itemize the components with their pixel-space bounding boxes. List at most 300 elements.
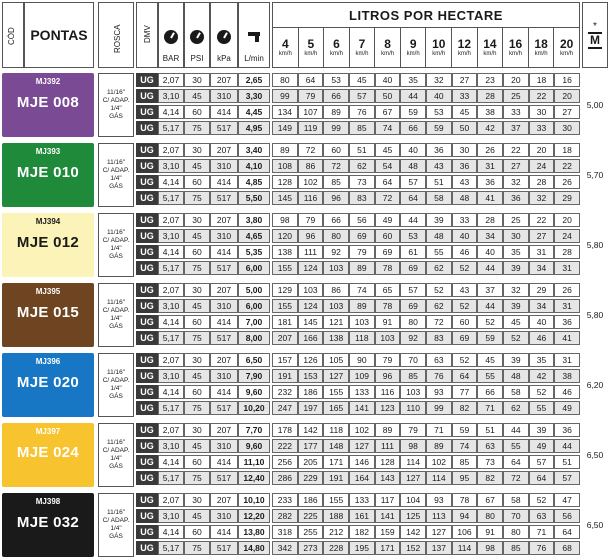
dmv-ug-label: UG [136,525,158,539]
dmv-ug-label: UG [136,315,158,329]
cell-rate-14kmh: 91 [477,525,503,539]
speed-header-14: 14 km/h [478,28,504,68]
cell-rate-4kmh: 80 [272,73,298,87]
dmv-ug-label: UG [136,89,158,103]
cell-rate-12kmh: 60 [452,315,478,329]
cell-rate-6kmh: 92 [323,245,349,259]
dmv-ug-label: UG [136,175,158,189]
cell-rate-12kmh: 40 [452,229,478,243]
cell-rate-10kmh: 53 [426,105,452,119]
cell-rate-4kmh: 247 [272,401,298,415]
cell-psi: 75 [184,191,210,205]
cell-psi: 60 [184,105,210,119]
cell-rate-12kmh: 85 [452,455,478,469]
cell-rate-12kmh: 59 [452,423,478,437]
cell-rate-7kmh: 89 [349,261,375,275]
cell-rate-12kmh: 114 [452,541,478,555]
cell-rate-8kmh: 111 [375,439,401,453]
cell-rate-6kmh: 60 [323,143,349,157]
cell-bar: 2,07 [158,283,184,297]
cell-bar: 5,17 [158,191,184,205]
cell-rate-12kmh: 78 [452,493,478,507]
cell-rate-4kmh: 108 [272,159,298,173]
cell-rate-6kmh: 127 [323,369,349,383]
cell-rate-14kmh: 31 [477,159,503,173]
cell-rate-7kmh: 74 [349,283,375,297]
cell-psi: 60 [184,525,210,539]
cell-rate-14kmh: 28 [477,213,503,227]
nozzle-code: MJ395 [35,287,61,296]
cell-rate-5kmh: 72 [298,143,324,157]
cell-rate-14kmh: 40 [477,245,503,259]
cell-rate-8kmh: 60 [375,229,401,243]
cell-kpa: 414 [210,245,238,259]
cell-rate-16kmh: 62 [503,401,529,415]
speed-header-9: 9 km/h [401,28,427,68]
dmv-ug-label: UG [136,331,158,345]
spacing-m-value: 5,80 [586,240,604,250]
cell-rate-9kmh: 48 [400,159,426,173]
nozzle-badge [2,143,94,207]
cell-rate-5kmh: 225 [298,509,324,523]
cell-rate-9kmh: 69 [400,299,426,313]
cell-rate-20kmh: 46 [554,385,580,399]
cell-rate-10kmh: 59 [426,121,452,135]
cell-rate-12kmh: 36 [452,159,478,173]
cell-rate-20kmh: 51 [554,455,580,469]
cell-rate-6kmh: 228 [323,541,349,555]
cell-rate-9kmh: 79 [400,423,426,437]
cell-lmin: 8,00 [238,331,270,345]
cell-kpa: 207 [210,143,238,157]
cell-lmin: 7,90 [238,369,270,383]
cell-rate-14kmh: 63 [477,439,503,453]
cell-rate-18kmh: 64 [529,471,555,485]
nozzle-code: MJ393 [35,147,61,156]
cell-rate-9kmh: 53 [400,229,426,243]
cell-rate-8kmh: 116 [375,385,401,399]
cell-rate-8kmh: 78 [375,299,401,313]
cell-kpa: 310 [210,369,238,383]
cell-rate-8kmh: 54 [375,159,401,173]
cell-rate-6kmh: 89 [323,105,349,119]
cell-rate-10kmh: 52 [426,283,452,297]
cell-rate-6kmh: 103 [323,261,349,275]
cell-rate-18kmh: 27 [529,229,555,243]
nozzle-code: MJ394 [35,217,61,226]
cell-rate-5kmh: 107 [298,105,324,119]
cell-rate-16kmh: 58 [503,385,529,399]
header-litros-por-hectare: LITROS POR HECTARE [272,2,580,28]
cell-rate-10kmh: 102 [426,455,452,469]
nozzle-model: MJE 012 [16,234,80,251]
cell-psi: 75 [184,121,210,135]
cell-rate-10kmh: 83 [426,331,452,345]
cell-rate-16kmh: 37 [503,121,529,135]
cell-rate-10kmh: 99 [426,401,452,415]
speed-header-row [272,28,580,68]
speed-header-5: 5 km/h [299,28,325,68]
cell-bar: 2,07 [158,213,184,227]
dmv-ug-label: UG [136,455,158,469]
cell-rate-7kmh: 45 [349,73,375,87]
cell-rate-9kmh: 142 [400,525,426,539]
cell-bar: 3,10 [158,439,184,453]
cell-rate-9kmh: 57 [400,283,426,297]
cell-rate-6kmh: 103 [323,299,349,313]
cell-rate-20kmh: 31 [554,299,580,313]
cell-bar: 2,07 [158,493,184,507]
cell-rate-12kmh: 30 [452,143,478,157]
cell-rate-8kmh: 103 [375,331,401,345]
cell-rate-16kmh: 35 [503,245,529,259]
cell-rate-20kmh: 20 [554,213,580,227]
spacing-m-value: 6,50 [586,520,604,530]
cell-rate-16kmh: 39 [503,353,529,367]
cell-rate-10kmh: 93 [426,385,452,399]
rosca-spec: 11/16" C/ ADAP. 1/4" GÁS [98,73,134,137]
cell-lmin: 4,10 [238,159,270,173]
cell-rate-20kmh: 24 [554,229,580,243]
cell-psi: 45 [184,509,210,523]
cell-rate-9kmh: 64 [400,191,426,205]
cell-rate-18kmh: 28 [529,175,555,189]
cell-rate-7kmh: 73 [349,175,375,189]
dmv-ug-label: UG [136,439,158,453]
cell-rate-12kmh: 77 [452,385,478,399]
dmv-ug-label: UG [136,213,158,227]
cell-rate-6kmh: 85 [323,175,349,189]
nozzle-badge [2,423,94,487]
cell-rate-9kmh: 44 [400,213,426,227]
cell-rate-20kmh: 26 [554,283,580,297]
spacing-m-value: 6,20 [586,380,604,390]
cell-rate-18kmh: 76 [529,541,555,555]
cell-bar: 2,07 [158,143,184,157]
cell-rate-10kmh: 51 [426,175,452,189]
cell-psi: 75 [184,331,210,345]
cell-psi: 60 [184,175,210,189]
cell-rate-5kmh: 124 [298,261,324,275]
nozzle-group-mj394 [2,213,608,277]
cell-rate-18kmh: 29 [529,283,555,297]
cell-kpa: 414 [210,385,238,399]
cell-psi: 45 [184,89,210,103]
cell-rate-8kmh: 96 [375,369,401,383]
cell-rate-12kmh: 52 [452,353,478,367]
cell-rate-20kmh: 57 [554,471,580,485]
cell-rate-5kmh: 142 [298,423,324,437]
cell-rate-6kmh: 155 [323,493,349,507]
dmv-ug-label: UG [136,509,158,523]
cell-rate-20kmh: 41 [554,331,580,345]
cell-rate-8kmh: 141 [375,509,401,523]
cell-lmin: 3,40 [238,143,270,157]
cell-kpa: 414 [210,525,238,539]
cell-bar: 4,14 [158,105,184,119]
cell-rate-18kmh: 22 [529,89,555,103]
cell-lmin: 6,50 [238,353,270,367]
cell-rate-7kmh: 161 [349,509,375,523]
speed-header-18: 18 km/h [529,28,555,68]
cell-rate-14kmh: 52 [477,315,503,329]
cell-rate-8kmh: 69 [375,245,401,259]
rosca-spec: 11/16" C/ ADAP. 1/4" GÁS [98,353,134,417]
cell-rate-10kmh: 40 [426,89,452,103]
cell-kpa: 517 [210,541,238,555]
cell-rate-9kmh: 44 [400,89,426,103]
cell-rate-6kmh: 53 [323,73,349,87]
cell-rate-6kmh: 155 [323,385,349,399]
cell-lmin: 13,80 [238,525,270,539]
cell-rate-10kmh: 39 [426,213,452,227]
cell-rate-6kmh: 188 [323,509,349,523]
cell-rate-7kmh: 69 [349,229,375,243]
cell-rate-6kmh: 105 [323,353,349,367]
header-cod: CÓD [2,2,24,68]
cell-rate-9kmh: 59 [400,105,426,119]
cell-kpa: 517 [210,471,238,485]
cell-rate-12kmh: 52 [452,261,478,275]
cell-psi: 30 [184,143,210,157]
cell-psi: 75 [184,401,210,415]
cell-kpa: 517 [210,401,238,415]
dmv-ug-label: UG [136,471,158,485]
rosca-spec: 11/16" C/ ADAP. 1/4" GÁS [98,143,134,207]
cell-rate-6kmh: 121 [323,315,349,329]
cell-rate-8kmh: 50 [375,89,401,103]
cell-rate-4kmh: 155 [272,299,298,313]
dmv-ug-label: UG [136,261,158,275]
cell-rate-12kmh: 48 [452,191,478,205]
cell-rate-12kmh: 43 [452,175,478,189]
nozzle-group-mj397 [2,423,608,487]
cell-rate-7kmh: 76 [349,105,375,119]
cell-rate-9kmh: 80 [400,315,426,329]
cell-rate-20kmh: 26 [554,175,580,189]
cell-rate-5kmh: 111 [298,245,324,259]
cell-lmin: 11,10 [238,455,270,469]
cell-rate-7kmh: 57 [349,89,375,103]
cell-rate-18kmh: 63 [529,509,555,523]
cell-rate-4kmh: 145 [272,191,298,205]
cell-rate-16kmh: 20 [503,73,529,87]
cell-rate-9kmh: 57 [400,175,426,189]
cell-rate-16kmh: 52 [503,331,529,345]
speed-header-10: 10 km/h [426,28,452,68]
cell-rate-18kmh: 30 [529,105,555,119]
cell-rate-14kmh: 80 [477,509,503,523]
cell-rate-14kmh: 37 [477,283,503,297]
cell-rate-7kmh: 85 [349,121,375,135]
cell-rate-4kmh: 129 [272,283,298,297]
cell-rate-7kmh: 103 [349,315,375,329]
cell-bar: 5,17 [158,541,184,555]
cell-rate-7kmh: 133 [349,493,375,507]
speed-header-7: 7 km/h [350,28,376,68]
cell-psi: 30 [184,73,210,87]
cell-bar: 3,10 [158,229,184,243]
cell-rate-5kmh: 79 [298,89,324,103]
cell-rate-18kmh: 33 [529,121,555,135]
cell-kpa: 414 [210,455,238,469]
cell-psi: 45 [184,439,210,453]
cell-rate-12kmh: 33 [452,89,478,103]
cell-rate-4kmh: 138 [272,245,298,259]
cell-kpa: 207 [210,493,238,507]
cell-rate-4kmh: 191 [272,369,298,383]
cell-rate-18kmh: 22 [529,213,555,227]
cell-rate-7kmh: 133 [349,385,375,399]
cell-rate-12kmh: 33 [452,213,478,227]
cell-bar: 5,17 [158,261,184,275]
cell-lmin: 5,35 [238,245,270,259]
cell-rate-6kmh: 148 [323,439,349,453]
cell-rate-14kmh: 55 [477,369,503,383]
dmv-ug-label: UG [136,159,158,173]
nozzle-model: MJE 010 [16,164,80,181]
dmv-ug-label: UG [136,143,158,157]
cell-rate-12kmh: 45 [452,105,478,119]
cell-rate-8kmh: 143 [375,471,401,485]
cell-rate-12kmh: 43 [452,283,478,297]
cell-rate-4kmh: 232 [272,385,298,399]
cell-rate-6kmh: 80 [323,229,349,243]
cell-kpa: 207 [210,423,238,437]
speed-header-16: 16 km/h [503,28,529,68]
cell-rate-4kmh: 157 [272,353,298,367]
cell-rate-9kmh: 98 [400,439,426,453]
cell-rate-9kmh: 69 [400,261,426,275]
cell-rate-14kmh: 26 [477,143,503,157]
cell-rate-20kmh: 36 [554,423,580,437]
cell-rate-10kmh: 58 [426,191,452,205]
cell-rate-7kmh: 62 [349,159,375,173]
cell-rate-20kmh: 64 [554,525,580,539]
rosca-spec: 11/16" C/ ADAP. 1/4" GÁS [98,423,134,487]
cell-rate-8kmh: 45 [375,143,401,157]
cell-rate-16kmh: 45 [503,315,529,329]
cell-rate-14kmh: 23 [477,73,503,87]
cell-rate-8kmh: 159 [375,525,401,539]
cell-rate-5kmh: 205 [298,455,324,469]
cell-rate-7kmh: 146 [349,455,375,469]
dmv-ug-label: UG [136,121,158,135]
cell-rate-12kmh: 27 [452,73,478,87]
cell-rate-5kmh: 186 [298,385,324,399]
cell-rate-8kmh: 67 [375,105,401,119]
cell-kpa: 310 [210,229,238,243]
cell-rate-9kmh: 40 [400,143,426,157]
cell-rate-6kmh: 96 [323,191,349,205]
cell-rate-6kmh: 165 [323,401,349,415]
cell-rate-5kmh: 96 [298,229,324,243]
cell-psi: 30 [184,283,210,297]
cell-rate-8kmh: 40 [375,73,401,87]
cell-rate-9kmh: 85 [400,369,426,383]
cell-bar: 2,07 [158,423,184,437]
cell-rate-8kmh: 74 [375,121,401,135]
nozzle-badge [2,493,94,557]
cell-psi: 30 [184,213,210,227]
cell-rate-6kmh: 66 [323,213,349,227]
cell-bar: 3,10 [158,299,184,313]
cell-rate-14kmh: 71 [477,401,503,415]
nozzle-model: MJE 020 [16,374,80,391]
cell-rate-14kmh: 51 [477,423,503,437]
cell-lmin: 4,95 [238,121,270,135]
cell-lmin: 3,30 [238,89,270,103]
cell-lmin: 4,85 [238,175,270,189]
header-psi: PSI [184,2,210,68]
nozzle-badge [2,213,94,277]
cell-kpa: 517 [210,331,238,345]
cell-psi: 45 [184,299,210,313]
nozzle-badge [2,73,94,137]
spacing-m-value: 5,00 [586,100,604,110]
cell-rate-7kmh: 79 [349,245,375,259]
cell-rate-16kmh: 36 [503,191,529,205]
cell-rate-4kmh: 286 [272,471,298,485]
cell-rate-20kmh: 30 [554,121,580,135]
cell-rate-9kmh: 114 [400,455,426,469]
cell-rate-16kmh: 55 [503,439,529,453]
cell-kpa: 414 [210,105,238,119]
cell-rate-8kmh: 72 [375,191,401,205]
cell-rate-6kmh: 191 [323,471,349,485]
cell-rate-18kmh: 35 [529,353,555,367]
cell-rate-9kmh: 110 [400,401,426,415]
cell-rate-4kmh: 99 [272,89,298,103]
cell-rate-6kmh: 138 [323,331,349,345]
cell-rate-14kmh: 66 [477,385,503,399]
cell-rate-16kmh: 27 [503,159,529,173]
cell-bar: 5,17 [158,471,184,485]
faucet-icon [246,30,262,44]
cell-kpa: 517 [210,261,238,275]
cell-rate-5kmh: 229 [298,471,324,485]
nozzle-group-mj393 [2,143,608,207]
cell-rate-16kmh: 25 [503,213,529,227]
cell-rate-12kmh: 69 [452,331,478,345]
cell-rate-7kmh: 118 [349,331,375,345]
cell-rate-4kmh: 233 [272,493,298,507]
cell-rate-5kmh: 79 [298,213,324,227]
pressure-gauge-icon [164,30,178,44]
cell-rate-4kmh: 222 [272,439,298,453]
cell-rate-4kmh: 207 [272,331,298,345]
header-m: * M [582,2,608,68]
cell-rate-12kmh: 46 [452,245,478,259]
cell-rate-10kmh: 62 [426,299,452,313]
cell-lmin: 10,20 [238,401,270,415]
cell-rate-10kmh: 71 [426,423,452,437]
cell-rate-20kmh: 31 [554,353,580,367]
dmv-ug-label: UG [136,385,158,399]
cell-rate-10kmh: 113 [426,509,452,523]
cell-lmin: 12,40 [238,471,270,485]
cell-rate-6kmh: 171 [323,455,349,469]
cell-rate-16kmh: 30 [503,229,529,243]
dmv-ug-label: UG [136,493,158,507]
spacing-m-value: 5,80 [586,310,604,320]
cell-rate-5kmh: 255 [298,525,324,539]
dmv-ug-label: UG [136,191,158,205]
cell-bar: 4,14 [158,525,184,539]
cell-bar: 2,07 [158,353,184,367]
cell-kpa: 310 [210,439,238,453]
cell-rate-5kmh: 177 [298,439,324,453]
